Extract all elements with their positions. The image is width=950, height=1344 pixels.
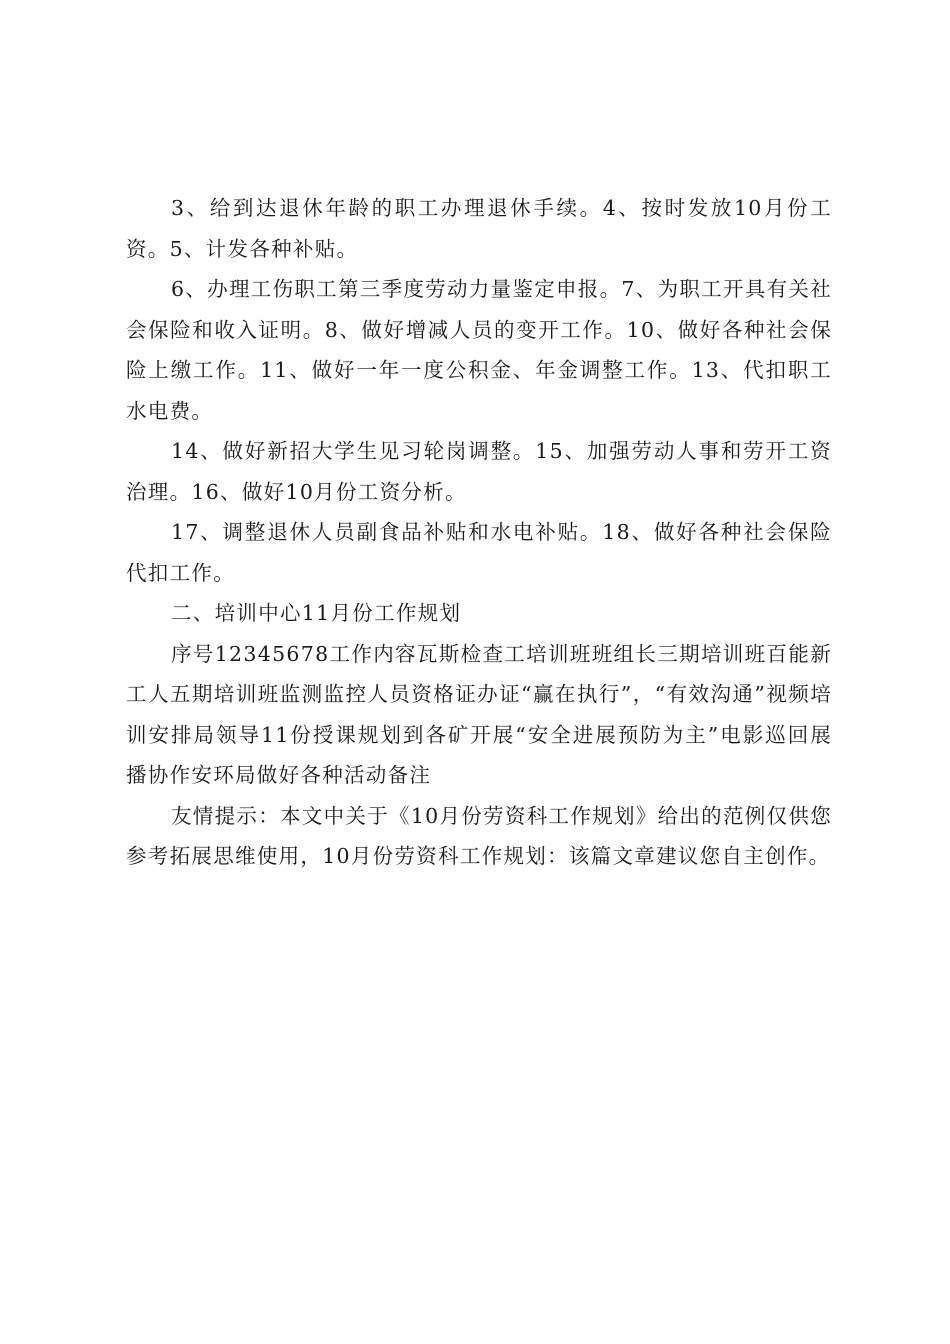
paragraph-graduates-wages: 14、做好新招大学生见习轮岗调整。15、加强劳动人事和劳开工资治理。16、做好10月份工资分析。 — [126, 439, 832, 504]
document-body — [126, 188, 832, 877]
paragraph-injury-insurance: 6、办理工伤职工第三季度劳动力量鉴定申报。7、为职工开具有关社会保险和收入证明。8、做好增减人员的变开工作。10、做好各种社会保险上缴工作。11、做好一年一度公积金、年金调整工作。13、代扣职工水电费。 — [126, 277, 832, 423]
paragraph-subsidy-adjustment: 17、调整退休人员副食品补贴和水电补贴。18、做好各种社会保险代扣工作。 — [126, 520, 832, 585]
section-heading-training-center: 二、培训中心11月份工作规划 — [171, 601, 462, 625]
paragraph-friendly-reminder: 友情提示：本文中关于《10月份劳资科工作规划》给出的范例仅供您参考拓展思维使用，10月份劳资科工作规划：该篇文章建议您自主创作。 — [126, 803, 832, 868]
paragraph-retirement-salary: 3、给到达退休年龄的职工办理退休手续。4、按时发放10月份工资。5、计发各种补贴。 — [126, 196, 832, 261]
paragraph-training-schedule: 序号12345678工作内容瓦斯检查工培训班班组长三期培训班百能新工人五期培训班监测监控人员资格证办证“赢在执行”，“有效沟通”视频培训安排局领导11份授课规划到各矿开展“安全进展预防为主”电影巡回展播协作安环局做好各种活动备注 — [126, 641, 832, 787]
